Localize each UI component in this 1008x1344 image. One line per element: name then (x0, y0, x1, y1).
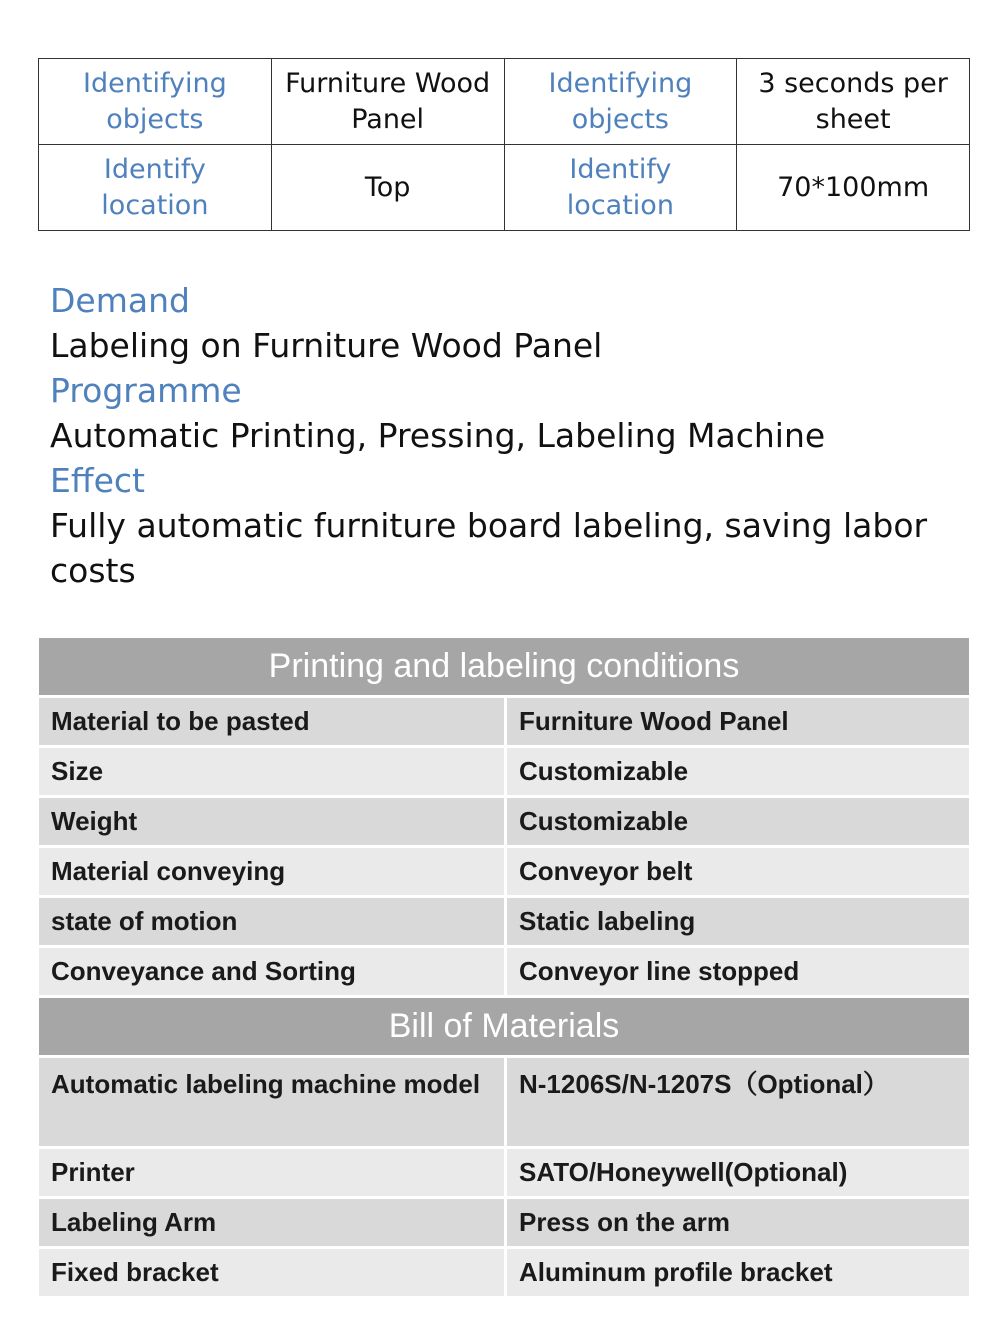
bom-value: SATO/Honeywell(Optional) (504, 1149, 969, 1196)
condition-value: Customizable (504, 748, 969, 795)
effect-heading: Effect (50, 461, 145, 500)
table-row (39, 798, 969, 845)
demand-text: Labeling on Furniture Wood Panel (50, 326, 603, 365)
bom-label: Fixed bracket (39, 1249, 504, 1296)
table-row (39, 1149, 969, 1196)
info-label: Identify location (39, 145, 272, 231)
table-row (39, 948, 969, 995)
info-label: Identify location (504, 145, 737, 231)
condition-label: Conveyance and Sorting (39, 948, 504, 995)
conditions-title: Printing and labeling conditions (39, 638, 969, 695)
bom-title-row (39, 998, 969, 1055)
condition-value: Conveyor line stopped (504, 948, 969, 995)
demand-heading: Demand (50, 281, 190, 320)
info-table (38, 58, 970, 231)
bom-label: Automatic labeling machine model (39, 1058, 504, 1146)
table-row (39, 698, 969, 745)
bom-value: N-1206S/N-1207S（Optional） (504, 1058, 969, 1146)
info-value: 70*100mm (737, 145, 970, 231)
condition-label: Weight (39, 798, 504, 845)
info-value: Top (271, 145, 504, 231)
info-row (39, 145, 970, 231)
table-row (39, 1058, 969, 1146)
programme-text: Automatic Printing, Pressing, Labeling Machine (50, 416, 826, 455)
bom-label: Printer (39, 1149, 504, 1196)
bom-title: Bill of Materials (39, 998, 969, 1055)
info-row (39, 59, 970, 145)
bom-label: Labeling Arm (39, 1199, 504, 1246)
conditions-table (39, 635, 969, 1299)
table-row (39, 1199, 969, 1246)
info-value: 3 seconds per sheet (737, 59, 970, 145)
programme-heading: Programme (50, 371, 242, 410)
table-row (39, 898, 969, 945)
condition-label: Material to be pasted (39, 698, 504, 745)
table-row (39, 748, 969, 795)
table-row (39, 848, 969, 895)
info-value: Furniture Wood Panel (271, 59, 504, 145)
bom-value: Aluminum profile bracket (504, 1249, 969, 1296)
condition-value: Customizable (504, 798, 969, 845)
effect-text: Fully automatic furniture board labeling, saving labor costs (50, 506, 928, 590)
bom-value: Press on the arm (504, 1199, 969, 1246)
condition-value: Conveyor belt (504, 848, 969, 895)
condition-label: state of motion (39, 898, 504, 945)
table-row (39, 1249, 969, 1296)
condition-label: Material conveying (39, 848, 504, 895)
info-label: Identifying objects (39, 59, 272, 145)
condition-value: Static labeling (504, 898, 969, 945)
demand-section (50, 278, 970, 593)
info-label: Identifying objects (504, 59, 737, 145)
condition-label: Size (39, 748, 504, 795)
condition-value: Furniture Wood Panel (504, 698, 969, 745)
conditions-title-row (39, 638, 969, 695)
